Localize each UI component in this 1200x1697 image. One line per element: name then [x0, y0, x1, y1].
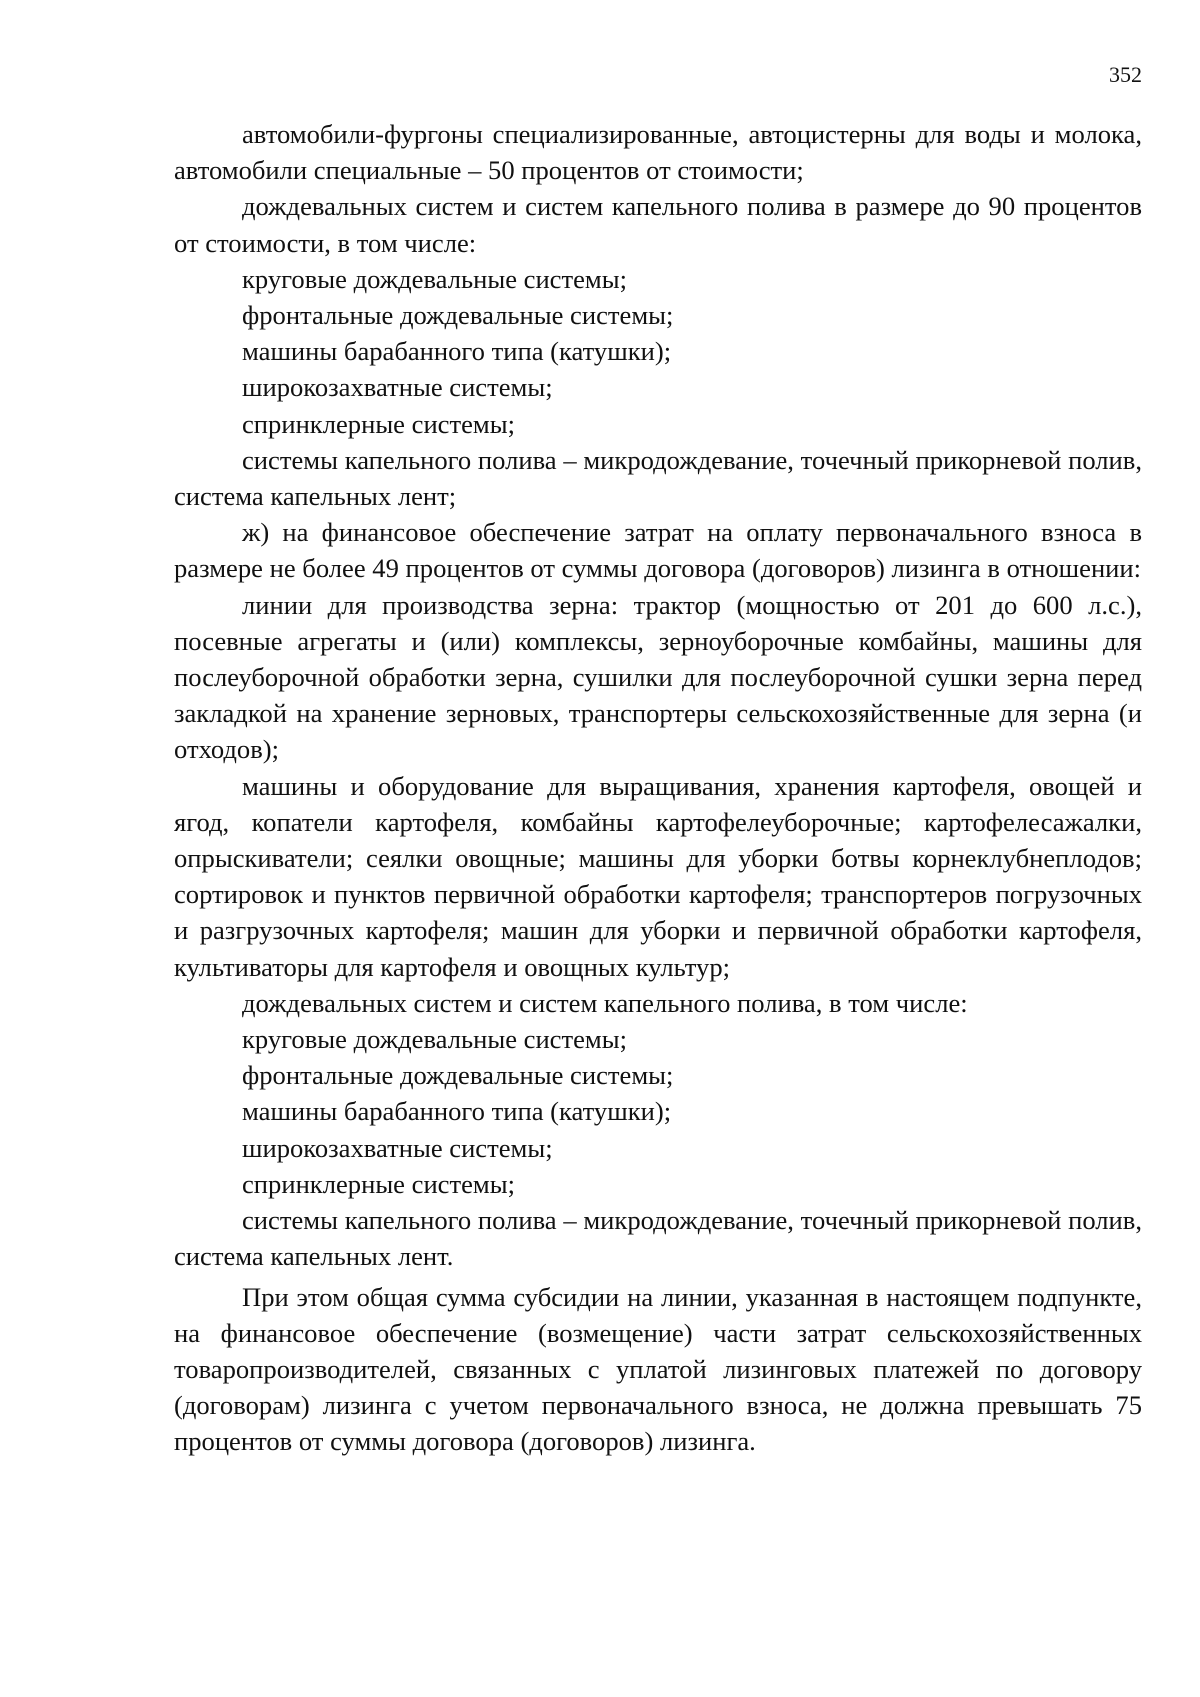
list-item: фронтальные дождевальные системы;: [242, 300, 674, 331]
paragraph: При этом общая сумма субсидии на линии, указанная в настоящем подпункте, на финансовое обеспечение (возмещение) части затрат сельскохозяйственных товаропроизводителей, связанных с уплатой лизинговых платежей по договору (договорам) лизинга с учетом первоначального взноса, не должна превышать 75 процентов от суммы договора (договоров) лизинга.: [174, 1281, 1142, 1457]
list-item: системы капельного полива – микродождевание, точечный прикорневой полив, система капельных лент;: [174, 444, 1142, 512]
paragraph: ж) на финансовое обеспечение затрат на оплату первоначального взноса в размере не более 49 процентов от суммы договора (договоров) лизинга в отношении:: [174, 517, 1142, 584]
list-item: круговые дождевальные системы;: [242, 263, 627, 294]
list-item: машины барабанного типа (катушки);: [242, 336, 672, 367]
paragraph: машины и оборудование для выращивания, хранения картофеля, овощей и ягод, копатели картофеля, комбайны картофелеуборочные; картофелесажалки, опрыскиватели; сеялки овощные; машины для уборки ботвы корнеклубнеплодов; сортировок и пунктов первичной обработки картофеля; транспортеров погрузочных и разгрузочных картофеля; машин для уборки и первичной обработки картофеля, культиваторы для картофеля и овощных культур;: [174, 770, 1142, 982]
list-item: системы капельного полива – микродождевание, точечный прикорневой полив, система капельных лент.: [174, 1205, 1142, 1272]
list-item: спринклерные системы;: [242, 408, 515, 439]
document-body: [174, 116, 1142, 1460]
list-item: круговые дождевальные системы;: [242, 1024, 627, 1055]
list-item: широкозахватные системы;: [242, 372, 553, 403]
list-item: спринклерные системы;: [242, 1168, 515, 1199]
paragraph: дождевальных систем и систем капельного полива, в том числе:: [242, 987, 968, 1018]
paragraph: линии для производства зерна: трактор (мощностью от 201 до 600 л.с.), посевные агрегаты и (или) комплексы, зерноуборочные комбайны, машины для послеуборочной обработки зерна, сушилки для послеуборочной сушки зерна перед закладкой на хранение зерновых, транспортеры сельскохозяйственные для зерна (и отходов);: [174, 589, 1142, 765]
list-item: широкозахватные системы;: [242, 1132, 553, 1163]
page-number: 352: [1109, 62, 1142, 87]
list-item: фронтальные дождевальные системы;: [242, 1060, 674, 1091]
paragraph: дождевальных систем и систем капельного полива в размере до 90 процентов от стоимости, в том числе:: [174, 191, 1142, 258]
list-item: машины барабанного типа (катушки);: [242, 1096, 672, 1127]
paragraph: автомобили-фургоны специализированные, автоцистерны для воды и молока, автомобили специальные – 50 процентов от стоимости;: [174, 119, 1142, 186]
